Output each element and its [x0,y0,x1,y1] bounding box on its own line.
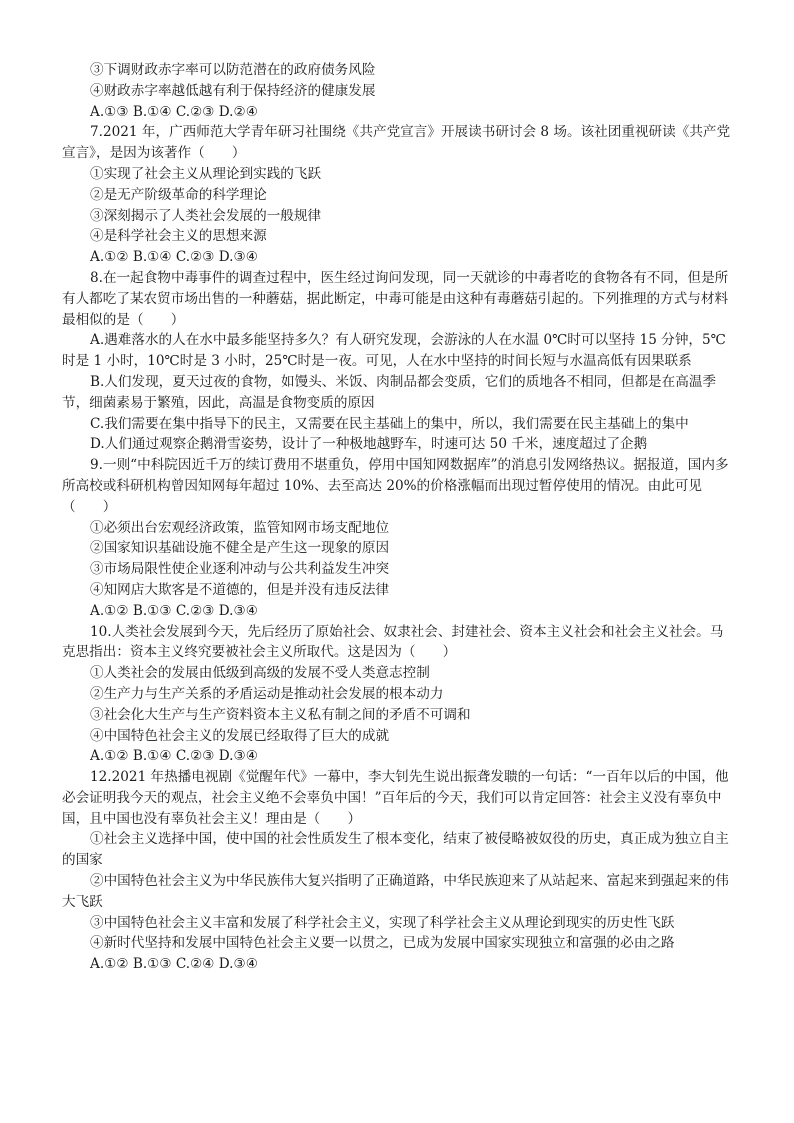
question-10 [62,622,734,768]
question-stem: 8.在一起食物中毒事件的调查过程中，医生经过询问发现，同一天就诊的中毒者吃的食物各有不同，但是所有人都吃了某农贸市场出售的一种蘑菇，据此断定，中毒可能是由这种有毒蘑菇引起的。下列推理的方式与材料最相似的是（ ） [62,269,729,328]
question-7 [62,122,734,268]
question-stem: 9.一则“中科院因近千万的续订费用不堪重负，停用中国知网数据库”的消息引发网络热议。据报道，国内多所高校或科研机构曾因知网每年超过 10%、去至高达 20%的价格涨幅而出现过暂停使用的情况。由此可见（ ） [62,457,729,515]
question-12 [62,767,734,975]
option-3: ③市场局限性使企业逐利冲动与公共利益发生冲突 [90,561,390,578]
answer-choices: A.①② B.①③ C.②④ D.③④ [90,956,258,973]
option-4: ④知网店大欺客是不道德的，但是并没有违反法律 [90,581,390,598]
question-stem: 12.2021 年热播电视剧《觉醒年代》一幕中，李大钊先生说出振聋发聩的一句话：“一百年以后的中国，他必会证明我今天的观点，社会主义绝不会辜负中国！”百年后的今天，我们可以肯定回答：社会主义没有辜负中国，且中国也没有辜负社会主义！理由是（ ） [62,769,729,827]
choice-a: A.遇难落水的人在水中最多能坚持多久？有人研究发现，会游泳的人在水温 0℃时可以坚持 15 分钟，5℃时是 1 小时，10℃时是 3 小时，25℃时是一夜。可见，人在水中坚持的时间长短与水温高低有因果联系 [62,332,726,370]
question-stem: 10.人类社会发展到今天，先后经历了原始社会、奴隶社会、封建社会、资本主义社会和社会主义社会。马克思指出：资本主义终究要被社会主义所取代。这是因为（ ） [62,623,724,661]
option-3: ③社会化大生产与生产资料资本主义私有制之间的矛盾不可调和 [90,706,471,723]
option-1: ①必须出台宏观经济政策，监管知网市场支配地位 [90,519,390,536]
choice-c: C.我们需要在集中指导下的民主，又需要在民主基础上的集中，所以，我们需要在民主基础上的集中 [90,415,689,432]
option-2: ②是无产阶级革命的科学理论 [90,186,267,203]
question-stem: 7.2021 年，广西师范大学青年研习社围绕《共产党宣言》开展读书研讨会 8 场。该社团重视研读《共产党宣言》，是因为该著作（ ） [62,124,731,162]
answer-choices: A.①② B.①④ C.②③ D.③④ [90,249,258,266]
option-3: ③中国特色社会主义丰富和发展了科学社会主义，实现了科学社会主义从理论到现实的历史性飞跃 [90,914,675,931]
option-2: ②生产力与生产关系的矛盾运动是推动社会发展的根本动力 [90,685,444,702]
answer-choices: A.①② B.①③ C.②③ D.③④ [90,602,258,619]
option-4: ④是科学社会主义的思想来源 [90,228,267,245]
option-2: ②中国特色社会主义为中华民族伟大复兴指明了正确道路，中华民族迎来了从站起来、富起来到强起来的伟大飞跃 [62,873,729,910]
option-4: ④中国特色社会主义的发展已经取得了巨大的成就 [90,727,390,744]
option-3: ③下调财政赤字率可以防范潜在的政府债务风险 [90,62,376,78]
choice-b: B.人们发现，夏天过夜的食物，如馒头、米饭、肉制品都会变质，它们的质地各不相同，但都是在高温季节，细菌素易于繁殖，因此，高温是食物变质的原因 [62,373,717,411]
option-4: ④新时代坚持和发展中国特色社会主义要一以贯之，已成为发展中国家实现独立和富强的必由之路 [90,935,675,952]
answer-choices: A.①③ B.①④ C.②③ D.②④ [90,103,258,120]
answer-choices: A.①② B.①④ C.②③ D.③④ [90,748,258,765]
option-4: ④财政赤字率越低越有利于保持经济的健康发展 [90,82,376,99]
option-2: ②国家知识基础设施不健全是产生这一现象的原因 [90,540,390,557]
option-3: ③深刻揭示了人类社会发展的一般规律 [90,207,322,224]
option-1: ①社会主义选择中国，使中国的社会性质发生了根本变化，结束了被侵略被奴役的历史，真正成为独立自主的国家 [62,831,729,869]
exam-page [62,60,734,975]
option-1: ①人类社会的发展由低级到高级的发展不受人类意志控制 [90,665,430,682]
question-9 [62,455,734,621]
previous-question-tail [62,60,734,122]
choice-d: D.人们通过观察企鹅滑雪姿势，设计了一种极地越野车，时速可达 50 千米，速度超过了企鹅 [90,436,648,453]
question-8 [62,268,734,455]
option-1: ①实现了社会主义从理论到实践的飞跃 [90,165,322,182]
